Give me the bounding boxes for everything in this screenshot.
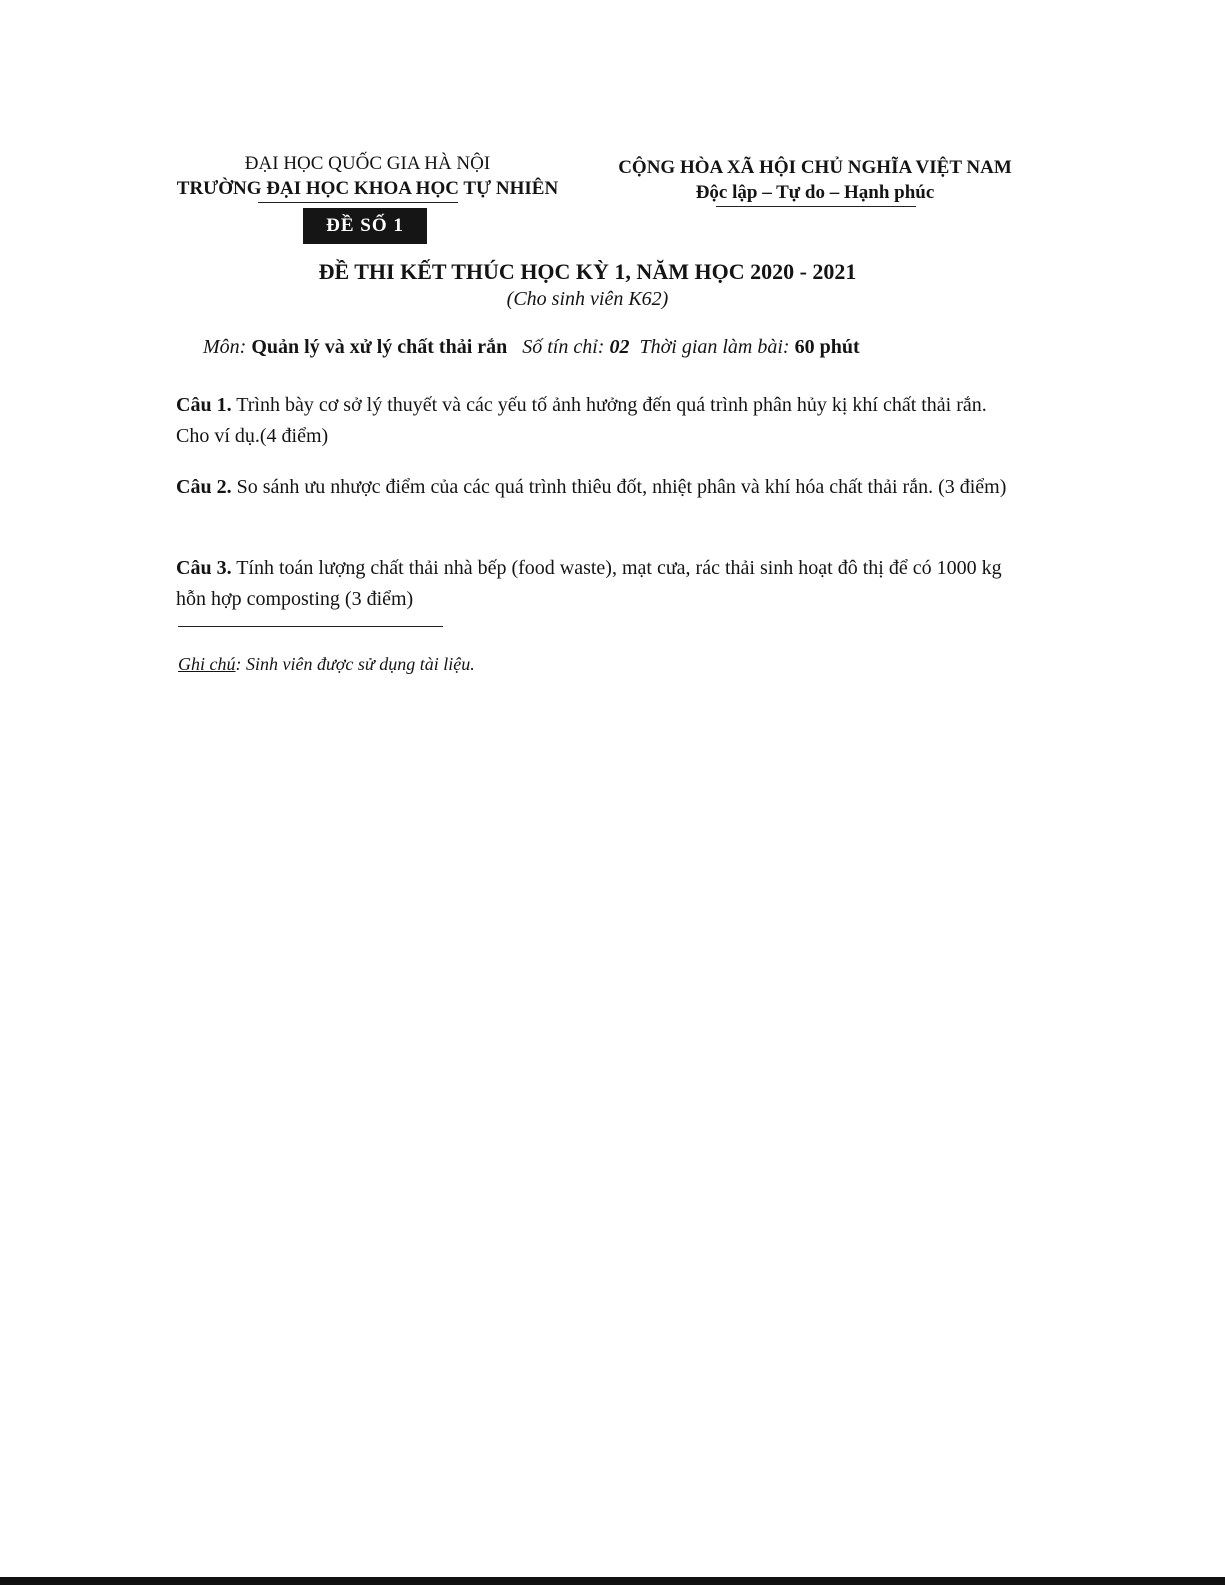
footer-divider (178, 626, 443, 627)
exam-code-badge: ĐỀ SỐ 1 (303, 208, 427, 244)
national-title: CỘNG HÒA XÃ HỘI CHỦ NGHĨA VIỆT NAM (618, 157, 1012, 178)
university-name: ĐẠI HỌC QUỐC GIA HÀ NỘI (244, 153, 491, 174)
header-left-divider (258, 202, 458, 203)
school-name: TRƯỜNG ĐẠI HỌC KHOA HỌC TỰ NHIÊN (176, 178, 559, 199)
national-motto: Độc lập – Tự do – Hạnh phúc (695, 182, 935, 203)
question-3 (176, 553, 1016, 615)
exam-title: ĐỀ THI KẾT THÚC HỌC KỲ 1, NĂM HỌC 2020 - 2021 (318, 259, 857, 284)
note-text: : Sinh viên được sử dụng tài liệu. (235, 654, 475, 674)
time-label: Thời gian làm bài: (639, 336, 790, 358)
scan-bottom-edge (0, 1577, 1225, 1585)
question-text: Trình bày cơ sở lý thuyết và các yếu tố ảnh hưởng đến quá trình phân hủy kị khí chất thải rắn. Cho ví dụ.(4 điểm) (176, 394, 987, 447)
national-header (610, 155, 1020, 205)
question-label: Câu 3. (176, 557, 232, 579)
question-label: Câu 1. (176, 394, 232, 416)
credits-label: Số tín chỉ: (522, 336, 605, 358)
header-right-divider (716, 206, 916, 207)
question-label: Câu 2. (176, 476, 232, 498)
university-header (160, 151, 575, 201)
credits-value: 02 (609, 336, 630, 358)
question-2 (176, 472, 1016, 503)
exam-subtitle: (Cho sinh viên K62) (506, 288, 669, 310)
subject-label: Môn: (203, 336, 247, 358)
note-label: Ghi chú (178, 654, 236, 674)
question-text: So sánh ưu nhược điểm của các quá trình thiêu đốt, nhiệt phân và khí hóa chất thải rắn. (3 điểm) (236, 476, 1007, 498)
question-1 (176, 390, 1016, 452)
footer-note (178, 652, 778, 676)
time-value: 60 phút (794, 336, 860, 358)
subject-line (203, 333, 1023, 361)
question-text: Tính toán lượng chất thải nhà bếp (food waste), mạt cưa, rác thải sinh hoạt đô thị để có 1000 kg hỗn hợp composting (3 điểm) (176, 557, 1002, 610)
subject-value: Quản lý và xử lý chất thải rắn (251, 336, 508, 358)
